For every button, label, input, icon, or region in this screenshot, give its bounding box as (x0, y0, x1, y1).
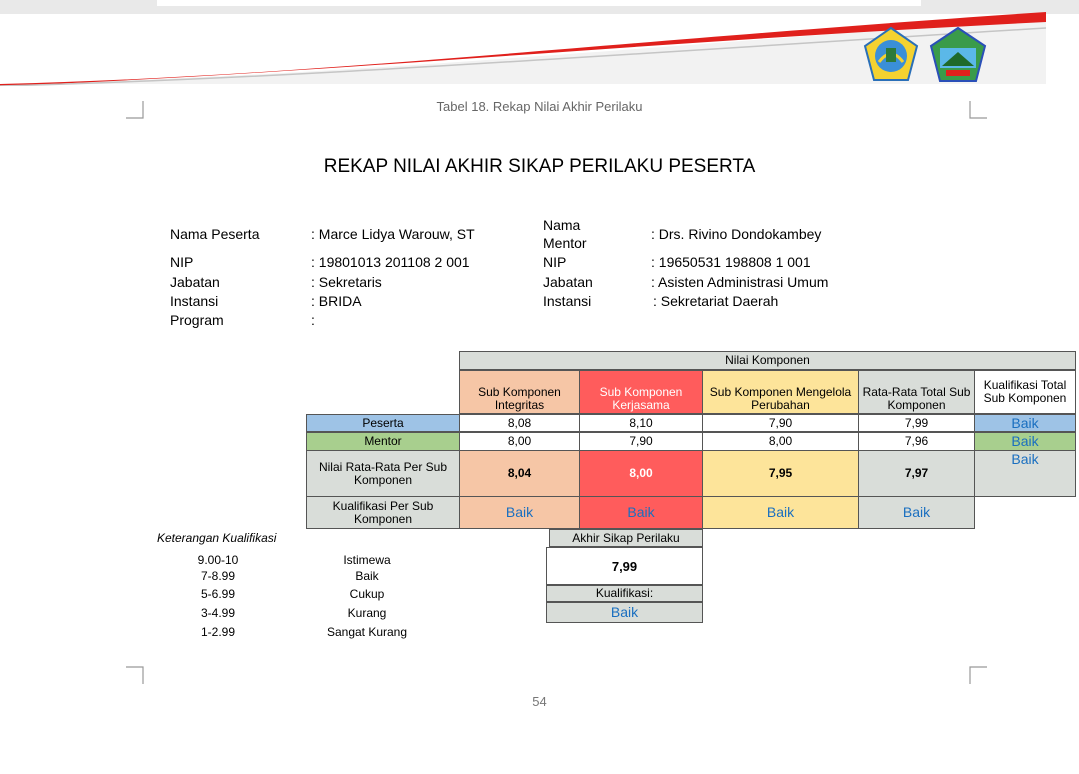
final-header: Akhir Sikap Perilaku (549, 529, 703, 547)
rata-kerjasama: 8,00 (579, 450, 703, 497)
mentor-kualifikasi: Baik (974, 432, 1076, 451)
rata-rata-total: 7,97 (858, 450, 975, 497)
legend-range-2: 7-8.99 (200, 569, 236, 583)
peserta-kualifikasi: Baik (974, 414, 1076, 432)
province-emblem-icon (862, 26, 920, 84)
legend-range-5: 1-2.99 (200, 625, 236, 639)
peserta-rata: 7,99 (858, 414, 975, 432)
mentor-instansi-value: : Sekretariat Daerah (653, 293, 779, 309)
participant-program-value: : (311, 312, 315, 328)
final-kualifikasi-label: Kualifikasi: (546, 585, 703, 602)
rata-perubahan: 7,95 (702, 450, 859, 497)
participant-instansi-value: : BRIDA (311, 293, 362, 309)
final-value: 7,99 (546, 547, 703, 585)
rata-kualifikasi: Baik (974, 450, 1076, 497)
legend-range-1: 9.00-10 (197, 553, 239, 567)
header-kualifikasi-total: Kualifikasi Total Sub Komponen (974, 370, 1076, 414)
mentor-perubahan: 8,00 (702, 432, 859, 451)
kualifikasi-integritas: Baik (459, 496, 580, 529)
participant-name-label: Nama Peserta (170, 226, 260, 242)
mentor-kerjasama: 7,90 (579, 432, 703, 451)
header-nilai-komponen: Nilai Komponen (459, 351, 1076, 370)
rata-integritas: 8,04 (459, 450, 580, 497)
legend-label-1: Istimewa (343, 553, 391, 567)
participant-nip-label: NIP (170, 254, 194, 270)
participant-nip-value: : 19801013 201108 2 001 (311, 254, 470, 270)
mentor-name-label-line1: Nama (543, 217, 581, 233)
peserta-kerjasama: 8,10 (579, 414, 703, 432)
mentor-instansi-label: Instansi (543, 293, 592, 309)
legend-label-4: Kurang (347, 606, 387, 620)
header-integritas: Sub Komponen Integritas (459, 370, 580, 414)
kualifikasi-perubahan: Baik (702, 496, 859, 529)
legend-label-3: Cukup (349, 587, 385, 601)
page-title: REKAP NILAI AKHIR SIKAP PERILAKU PESERTA (323, 156, 756, 177)
mentor-integritas: 8,00 (459, 432, 580, 451)
table-caption: Tabel 18. Rekap Nilai Akhir Perilaku (436, 99, 643, 114)
row-kualifikasi-label: Kualifikasi Per Sub Komponen (306, 496, 460, 529)
legend-label-2: Baik (355, 569, 379, 583)
header-kerjasama: Sub Komponen Kerjasama (579, 370, 703, 414)
participant-jabatan-label: Jabatan (170, 274, 220, 290)
legend-range-3: 5-6.99 (200, 587, 236, 601)
mentor-nip-value: : 19650531 198808 1 001 (651, 254, 811, 270)
participant-instansi-label: Instansi (170, 293, 219, 309)
mentor-name-label-line2: Mentor (543, 235, 587, 251)
header-perubahan: Sub Komponen Mengelola Perubahan (702, 370, 859, 414)
final-kualifikasi-value: Baik (546, 602, 703, 623)
kualifikasi-rata: Baik (858, 496, 975, 529)
participant-jabatan-value: : Sekretaris (311, 274, 382, 290)
participant-name-value: : Marce Lidya Warouw, ST (311, 226, 475, 242)
legend-title: Keterangan Kualifikasi (157, 531, 277, 545)
regency-emblem-icon (928, 26, 988, 84)
row-rata-label: Nilai Rata-Rata Per Sub Komponen (306, 450, 460, 497)
peserta-perubahan: 7,90 (702, 414, 859, 432)
top-strip-inner (157, 0, 921, 6)
mentor-jabatan-label: Jabatan (543, 274, 593, 290)
legend-range-4: 3-4.99 (200, 606, 236, 620)
participant-program-label: Program (170, 312, 224, 328)
crop-mark-bottom-right (969, 666, 987, 684)
mentor-nip-label: NIP (543, 254, 567, 270)
mentor-name-value: : Drs. Rivino Dondokambey (651, 226, 822, 242)
row-mentor-label: Mentor (306, 432, 460, 451)
kualifikasi-kerjasama: Baik (579, 496, 703, 529)
row-peserta-label: Peserta (306, 414, 460, 432)
mentor-jabatan-value: : Asisten Administrasi Umum (651, 274, 829, 290)
mentor-rata: 7,96 (858, 432, 975, 451)
legend-label-5: Sangat Kurang (326, 625, 408, 639)
page-number: 54 (532, 694, 547, 709)
crop-mark-bottom-left (126, 666, 144, 684)
header-rata-rata: Rata-Rata Total Sub Komponen (858, 370, 975, 414)
peserta-integritas: 8,08 (459, 414, 580, 432)
